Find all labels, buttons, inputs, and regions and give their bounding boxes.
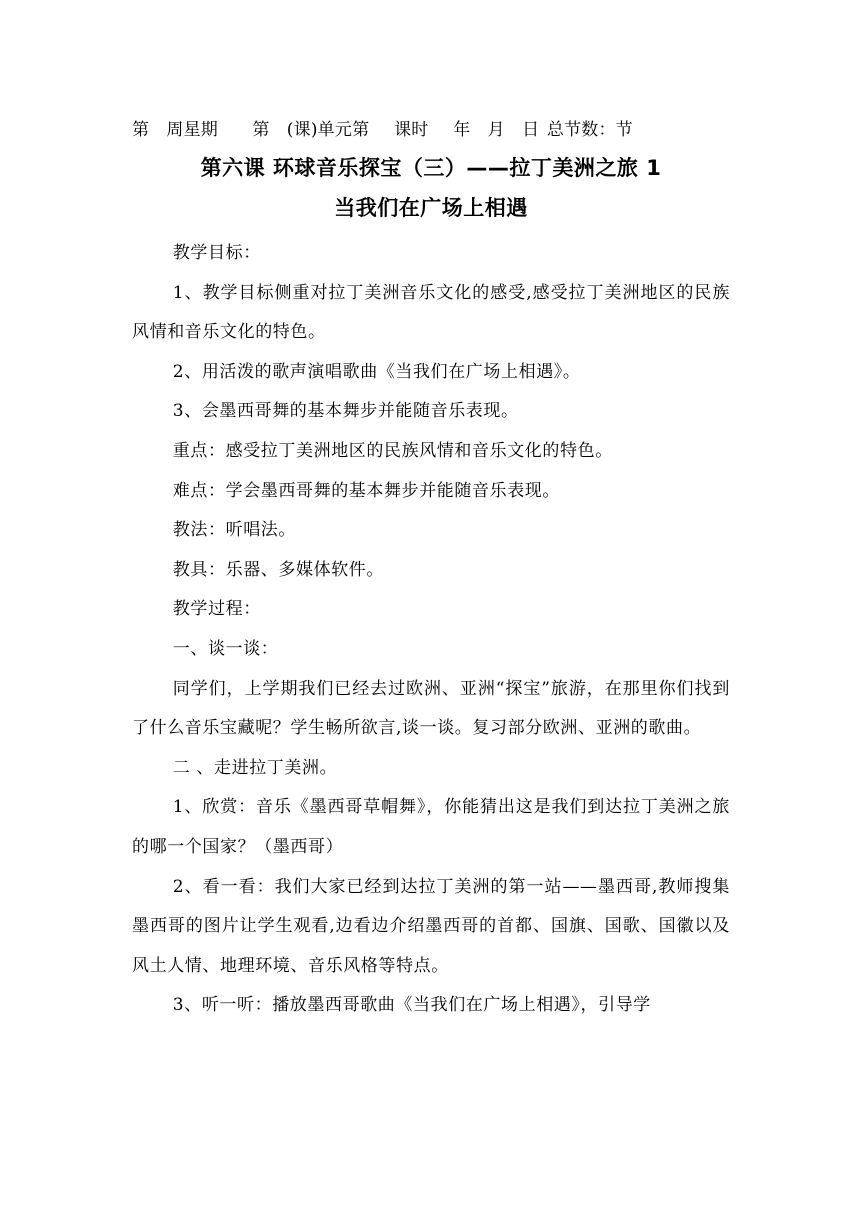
- paragraph-objectives-heading: 教学目标：: [172, 243, 261, 263]
- paragraph-section-1-text: 同学们，上学期我们已经去过欧洲、亚洲“探宝”旅游，在那里你们找到了什么音乐宝藏呢？学生畅所欲言,谈一谈。复习部分欧洲、亚洲的歌曲。: [132, 678, 730, 739]
- lesson-body: [132, 234, 730, 1026]
- paragraph-teaching-aids: 教具：乐器、多媒体软件。: [172, 559, 384, 580]
- paragraph-process-heading: 教学过程：: [172, 599, 261, 620]
- paragraph-objective-1: 1、教学目标侧重对拉丁美洲音乐文化的感受,感受拉丁美洲地区的民族风情和音乐文化的特色。: [132, 282, 730, 343]
- paragraph-difficulty: 难点：学会墨西哥舞的基本舞步并能随音乐表现。: [172, 480, 560, 501]
- paragraph-step-1: 1、欣赏：音乐《墨西哥草帽舞》，你能猜出这是我们到达拉丁美洲之旅的哪一个国家？（墨西哥）: [132, 797, 730, 857]
- paragraph-step-2: 2、看一看：我们大家已经到达拉丁美洲的第一站——墨西哥,教师搜集墨西哥的图片让学生观看,边看边介绍墨西哥的首都、国旗、国歌、国徽以及风土人情、地理环境、音乐风格等特点。: [132, 876, 730, 976]
- lesson-title: 第六课 环球音乐探宝（三）——拉丁美洲之旅 1: [200, 156, 662, 180]
- paragraph-step-3: 3、听一听：播放墨西哥歌曲《当我们在广场上相遇》，引导学: [172, 995, 651, 1016]
- paragraph-objective-2: 2、用活泼的歌声演唱歌曲《当我们在广场上相遇》。: [172, 361, 581, 382]
- paragraph-section-2-heading: 二 、走进拉丁美洲。: [172, 757, 338, 778]
- paragraph-teaching-method: 教法：听唱法。: [172, 520, 296, 541]
- lesson-subtitle: 当我们在广场上相遇: [334, 196, 528, 220]
- paragraph-section-1-heading: 一、谈一谈：: [172, 638, 279, 659]
- lesson-header-line: 第 周星期 第 (课)单元第 课时 年 月 日 总节数：节: [132, 120, 633, 140]
- paragraph-key-point: 重点：感受拉丁美洲地区的民族风情和音乐文化的特色。: [172, 440, 613, 461]
- paragraph-objective-3: 3、会墨西哥舞的基本舞步并能随音乐表现。: [172, 401, 519, 422]
- document-content: [132, 114, 730, 1026]
